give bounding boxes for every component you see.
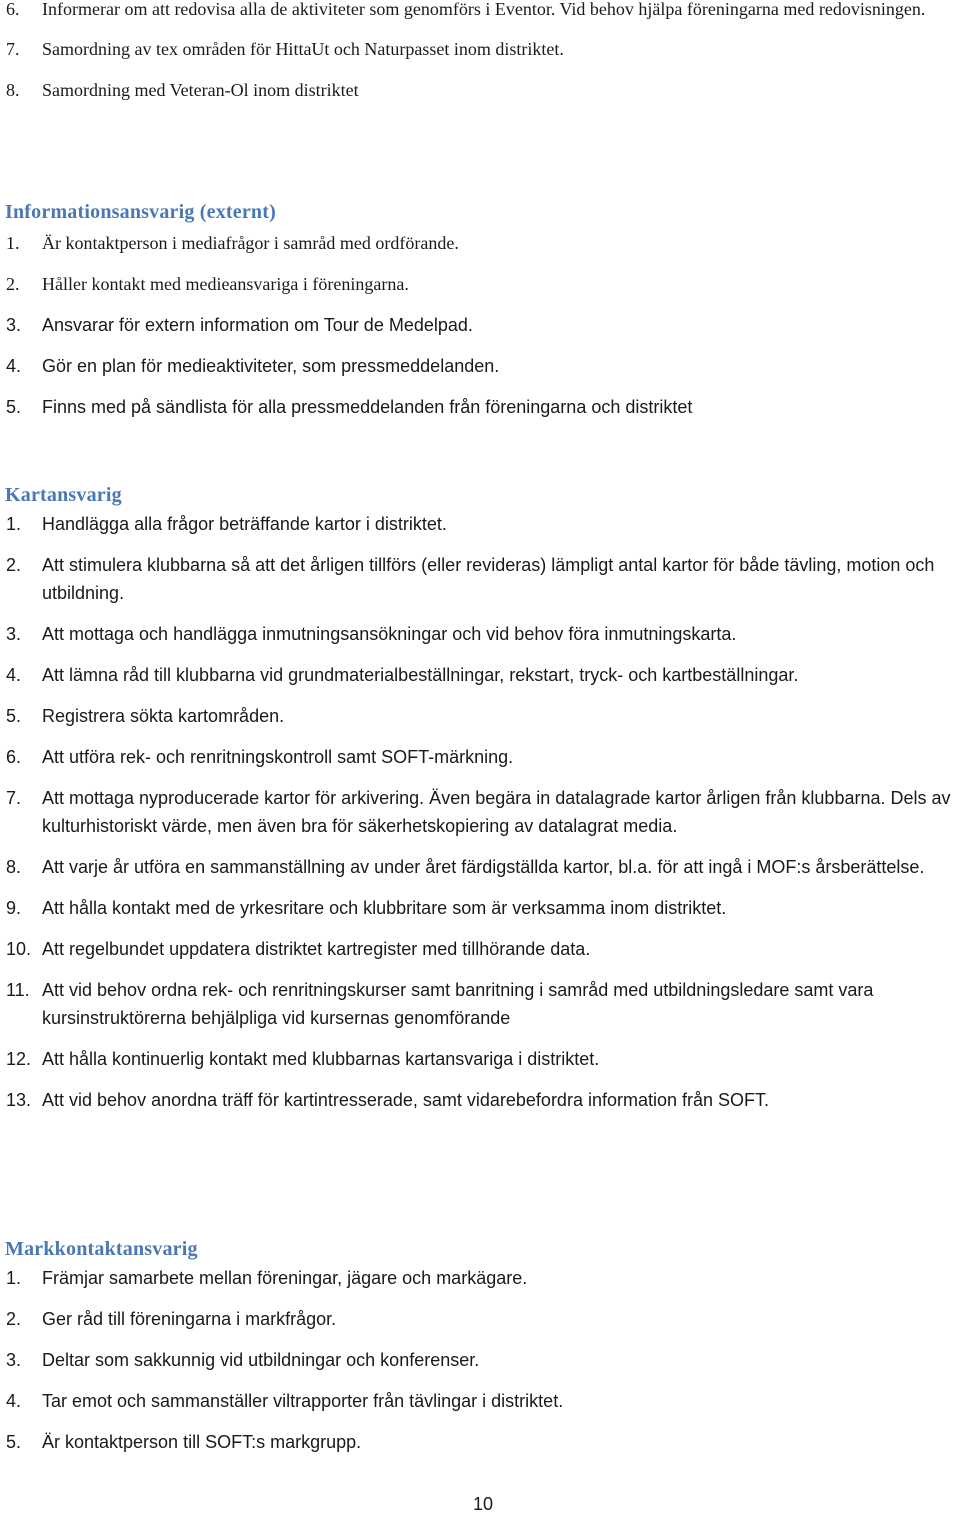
item-number: 1.: [6, 514, 22, 534]
section-heading: Kartansvarig: [5, 484, 122, 506]
item-number: 4.: [6, 356, 22, 376]
list-item: [0, 853, 960, 881]
item-number: 4.: [6, 665, 22, 685]
item-text: Är kontaktperson till SOFT:s markgrupp.: [42, 1432, 362, 1452]
item-text: Handlägga alla frågor beträffande kartor i distriktet.: [42, 514, 447, 534]
item-text: Är kontaktperson i mediafrågor i samråd med ordförande.: [42, 233, 459, 253]
section-heading: Informationsansvarig (externt): [5, 201, 276, 223]
list-item: [0, 743, 960, 771]
list-item: [0, 1086, 960, 1114]
kartansvarig-section: [0, 482, 960, 1114]
item-text: Att hålla kontakt med de yrkesritare och klubbritare som är verksamma inom distriktet.: [42, 898, 727, 918]
item-text: Ger råd till föreningarna i markfrågor.: [42, 1309, 337, 1329]
list-item: [0, 76, 960, 104]
info-extern-list-cont: [0, 311, 960, 421]
item-number: 4.: [6, 1391, 22, 1411]
item-number: 5.: [6, 1432, 22, 1452]
item-number: 7.: [6, 788, 22, 808]
item-text: Främjar samarbete mellan föreningar, jägare och markägare.: [42, 1268, 528, 1288]
list-item: [0, 35, 960, 63]
item-number: 6.: [6, 0, 20, 19]
item-text: Gör en plan för medieaktiviteter, som pressmeddelanden.: [42, 356, 500, 376]
item-text: Att vid behov anordna träff för kartintresserade, samt vidarebefordra information från SOFT.: [42, 1090, 770, 1110]
list-item: [0, 935, 960, 963]
info-extern-list: [0, 229, 960, 298]
item-text: Informerar om att redovisa alla de aktiviteter som genomförs i Eventor. Vid behov hjälpa föreningarna med redovisningen.: [42, 0, 926, 19]
item-number: 2.: [6, 555, 22, 575]
list-item: [0, 1346, 960, 1374]
item-number: 8.: [6, 80, 20, 100]
list-item: [0, 229, 960, 257]
item-text: Att stimulera klubbarna så att det årligen tillförs (eller revideras) lämpligt antal kartor för både tävling, motion och utbildning.: [42, 555, 935, 603]
list-item: [0, 620, 960, 648]
item-number: 3.: [6, 315, 22, 335]
list-item: [0, 661, 960, 689]
item-number: 5.: [6, 397, 22, 417]
item-text: Att lämna råd till klubbarna vid grundmaterialbeställningar, rekstart, tryck- och kartbeställningar.: [42, 665, 799, 685]
list-item: [0, 1387, 960, 1415]
item-text: Deltar som sakkunnig vid utbildningar och konferenser.: [42, 1350, 480, 1370]
list-item: [0, 1305, 960, 1333]
list-item: [0, 1428, 960, 1456]
intro-section: [0, 0, 960, 104]
item-number: 2.: [6, 274, 20, 294]
item-text: Tar emot och sammanställer viltrapporter från tävlingar i distriktet.: [42, 1391, 564, 1411]
list-item: [0, 0, 960, 23]
item-text: Samordning med Veteran-Ol inom distriktet: [42, 80, 359, 100]
item-number: 5.: [6, 706, 22, 726]
markkontakt-section: [0, 1236, 960, 1456]
item-number: 2.: [6, 1309, 22, 1329]
item-number: 8.: [6, 857, 22, 877]
list-item: [0, 976, 960, 1032]
page-number: 10: [472, 1494, 494, 1514]
markkontakt-list: [0, 1264, 960, 1456]
list-item: [0, 311, 960, 339]
list-item: [0, 1264, 960, 1292]
list-item: [0, 270, 960, 298]
item-text: Att utföra rek- och renritningskontroll samt SOFT-märkning.: [42, 747, 514, 767]
list-item: [0, 510, 960, 538]
item-text: Finns med på sändlista för alla pressmeddelanden från föreningarna och distriktet: [42, 397, 693, 417]
item-text: Samordning av tex områden för HittaUt och Naturpasset inom distriktet.: [42, 39, 564, 59]
item-number: 10.: [6, 939, 32, 959]
item-number: 1.: [6, 233, 20, 253]
intro-list: [0, 0, 960, 104]
item-number: 13.: [6, 1090, 32, 1110]
info-extern-section: [0, 199, 960, 421]
item-text: Att varje år utföra en sammanställning av under året färdigställda kartor, bl.a. för att ingå i MOF:s årsberättelse.: [42, 857, 925, 877]
kartansvarig-list: [0, 510, 960, 1114]
item-number: 7.: [6, 39, 20, 59]
item-number: 3.: [6, 1350, 22, 1370]
item-number: 12.: [6, 1049, 32, 1069]
item-text: Ansvarar för extern information om Tour de Medelpad.: [42, 315, 473, 335]
item-number: 9.: [6, 898, 22, 918]
item-text: Håller kontakt med medieansvariga i föreningarna.: [42, 274, 409, 294]
item-text: Att mottaga och handlägga inmutningsansökningar och vid behov föra inmutningskarta.: [42, 624, 737, 644]
list-item: [0, 784, 960, 840]
item-number: 11.: [6, 980, 30, 1000]
list-item: [0, 894, 960, 922]
item-text: Registrera sökta kartområden.: [42, 706, 285, 726]
list-item: [0, 352, 960, 380]
item-text: Att regelbundet uppdatera distriktet kartregister med tillhörande data.: [42, 939, 591, 959]
item-text: Att mottaga nyproducerade kartor för arkivering. Även begära in datalagrade kartor årligen från klubbarna. Dels av kulturhistoriskt värde, men även bra för säkerhetskopiering av datalagrat media.: [42, 788, 951, 836]
item-text: Att hålla kontinuerlig kontakt med klubbarnas kartansvariga i distriktet.: [42, 1049, 600, 1069]
section-heading: Markkontaktansvarig: [5, 1238, 198, 1260]
list-item: [0, 1045, 960, 1073]
item-text: Att vid behov ordna rek- och renritningskurser samt banritning i samråd med utbildningsledare samt vara kursinstruktörerna behjälpliga vid kursernas genomförande: [42, 980, 874, 1028]
list-item: [0, 393, 960, 421]
list-item: [0, 702, 960, 730]
list-item: [0, 551, 960, 607]
item-number: 1.: [6, 1268, 22, 1288]
item-number: 3.: [6, 624, 22, 644]
item-number: 6.: [6, 747, 22, 767]
